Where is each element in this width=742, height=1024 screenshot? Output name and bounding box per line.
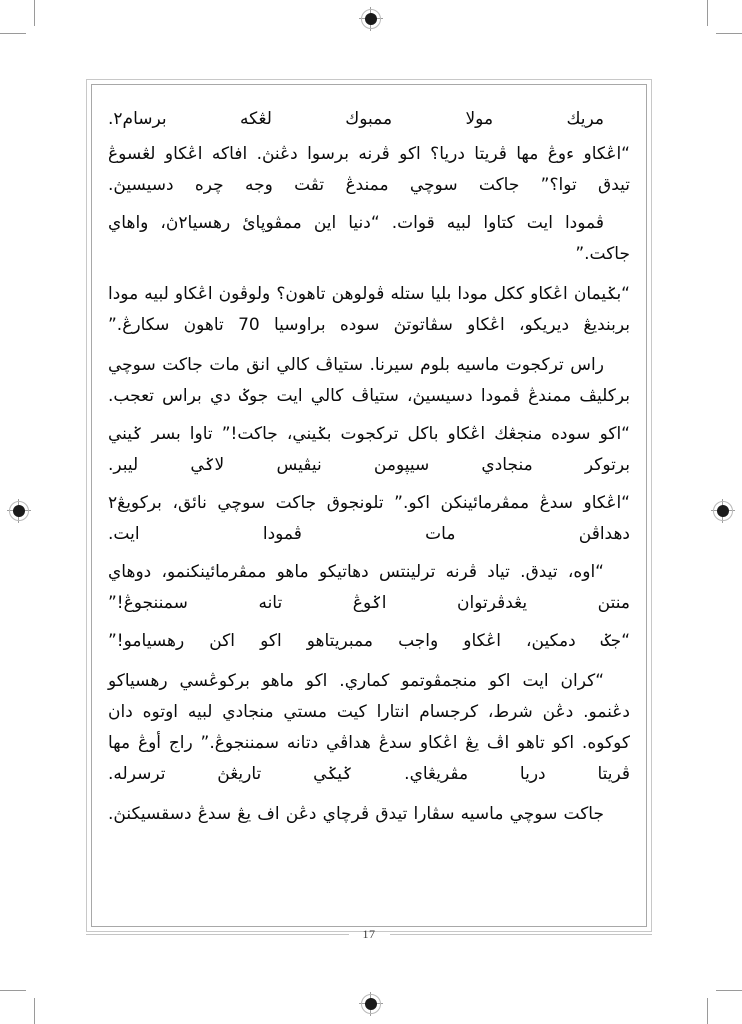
registration-mark-right — [712, 500, 734, 522]
paragraph-8: “اوه، تيدق. تياد ڤرنه ترلينتس دهاتيكو ماهو ممڤرمائينكنمو، دوهاي منتن يڠدڤرتوان اݢوڠ تانه سمننجوڠ!” — [108, 562, 630, 613]
body-text-column — [108, 104, 630, 894]
registration-crosshair-horizontal — [359, 18, 383, 19]
paragraph-6: “اكو سوده منجڠك اڠكاو باكل تركجوت بݢيني، جاكت!” تاوا بسر ݢيني برتوكر منجادي سيپومن نيڤيس لاݢي ليبر. — [108, 424, 630, 475]
registration-dot — [717, 505, 729, 517]
registration-ring — [361, 9, 381, 29]
registration-ring — [9, 501, 29, 521]
registration-crosshair-horizontal — [359, 1003, 383, 1004]
paragraph-10: “كران ايت اكو منجمڤوتمو كماري. اكو ماهو بركوڠسي رهسياكو دڠنمو. دڠن شرط، كرجسام انتارا كيت مستي منجادي لبيه اوتوه دان كوكوه. اكو تاهو اڤ يڠ اڠكاو سدڠ هداڤي دتانه سمننجوڠ.” راج أوڠ مها ڤريتا دريا مڤريڠاي. ݢيݢي تاريڠڽ ترسرله. — [108, 671, 630, 784]
paragraph-11: جاكت سوچي ماسيه سڤارا تيدق ڤرچاي دڠن اف يڠ سدڠ دسقسيكنڽ. — [108, 804, 604, 824]
registration-crosshair-horizontal — [7, 510, 31, 511]
registration-mark-left — [8, 500, 30, 522]
registration-ring — [713, 501, 733, 521]
folio-rule-right — [390, 934, 653, 935]
registration-crosshair-vertical — [722, 499, 723, 523]
paragraph-3: ڤمودا ايت كتاوا لبيه قوات. “دنيا اين ممڤوڽائ رهسيا٢ڽ، واهاي جاكت.” — [108, 213, 630, 264]
crop-mark-top-left-vertical — [34, 0, 35, 26]
paragraph-5: راس تركجوت ماسيه بلوم سيرنا. ستياڤ كالي انق مات جاكت سوچي بركليڤ ممندڠ ڤمودا دسيسيڽ، ستياڤ كالي ايت جوݢ دي براس تعجب. — [108, 355, 630, 406]
registration-crosshair-vertical — [370, 992, 371, 1016]
crop-mark-top-left-horizontal — [0, 33, 26, 34]
crop-mark-bottom-left-horizontal — [0, 990, 26, 991]
crop-mark-bottom-right-vertical — [707, 998, 708, 1024]
registration-crosshair-vertical — [370, 7, 371, 31]
registration-dot — [13, 505, 25, 517]
folio-bar — [86, 924, 652, 944]
crop-mark-top-right-horizontal — [716, 33, 742, 34]
registration-dot — [365, 998, 377, 1010]
registration-mark-top — [360, 8, 382, 30]
registration-crosshair-horizontal — [711, 510, 735, 511]
crop-mark-bottom-left-vertical — [34, 998, 35, 1024]
paragraph-7: “اڠكاو سدڠ ممڤرمائينكن اكو.” تلونجوق جاكت سوچي نائق، بركويڠ٢ دهداڤن مات ڤمودا ايت. — [108, 493, 630, 544]
registration-crosshair-vertical — [18, 499, 19, 523]
page-number: 17 — [362, 926, 376, 941]
paragraph-1: مريك مولا ممبوك لڠكه برسام٢. — [108, 109, 604, 129]
registration-mark-bottom — [360, 993, 382, 1015]
paragraph-9: “جݢ دمكين، اڠكاو واجب ممبريتاهو اكو اكن رهسيامو!” — [108, 631, 630, 651]
crop-mark-top-right-vertical — [707, 0, 708, 26]
registration-ring — [361, 994, 381, 1014]
registration-dot — [365, 13, 377, 25]
paragraph-2: “اڠكاو ءوڠ مها ڤريتا دريا؟ اكو ڤرنه برسوا دڠنڽ. افاكه اڠكاو لڠسوڠ تيدق توا؟” جاكت سوچي ممندڠ تڤت وجه چره دسيسيڽ. — [108, 144, 630, 195]
folio-rule-left — [86, 934, 349, 935]
crop-mark-bottom-right-horizontal — [716, 990, 742, 991]
paragraph-4: “بݢيمان اڠكاو ككل مودا بليا ستله ڤولوهن تاهون؟ ولوڤون اڠكاو لبيه مودا بربنديڠ ديريكو، اڠكاو سڤاتوتڽ سوده براوسيا 70 تاهون سكارڠ.” — [108, 284, 631, 335]
